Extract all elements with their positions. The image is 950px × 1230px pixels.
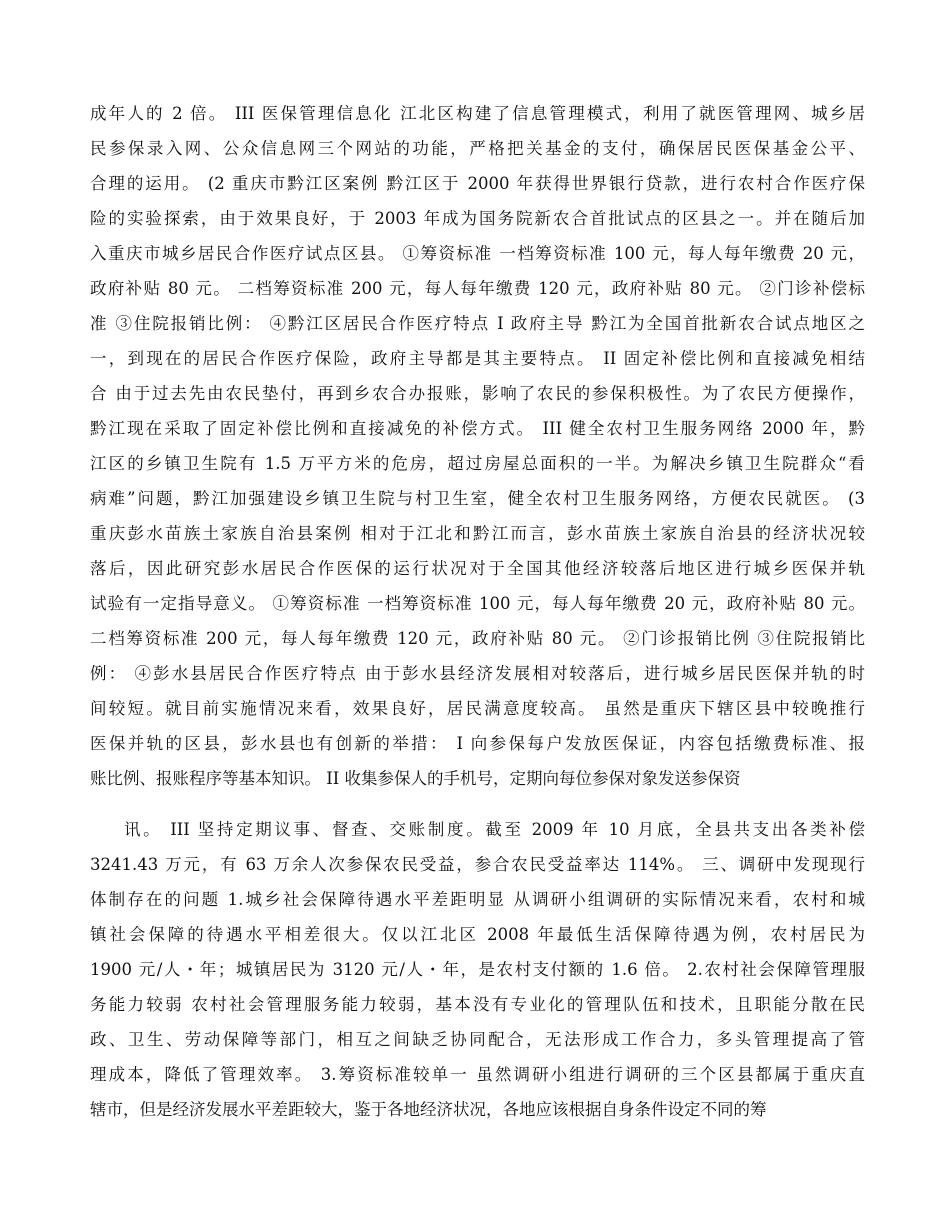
- text-line: 病难”问题，黔江加强建设乡镇卫生院与村卫生室，健全农村卫生服务网络，方便农民就医。 (3: [90, 489, 865, 508]
- text-line: 间较短。就目前实施情况来看，效果良好，居民满意度较高。 虽然是重庆下辖区县中较晚推行: [90, 699, 865, 718]
- text-line: 试验有一定指导意义。 ①筹资标准 一档筹资标准 100 元，每人每年缴费 20 元，政府补贴 80 元。: [90, 594, 865, 613]
- text-line: 镇社会保障的待遇水平相差很大。仅以江北区 2008 年最低生活保障待遇为例，农村居民为: [90, 925, 865, 944]
- text-line: 讯。 III 坚持定期议事、督查、交账制度。截至 2009 年 10 月底，全县共支出各类补偿: [124, 820, 865, 839]
- text-line: 民参保录入网、公众信息网三个网站的功能，严格把关基金的支付，确保居民医保基金公平、: [90, 139, 865, 158]
- text-line: 江区的乡镇卫生院有 1.5 万平方米的危房，超过房屋总面积的一半。为解决乡镇卫生院群众“看: [90, 454, 865, 473]
- text-line: 体制存在的问题 1.城乡社会保障待遇水平差距明显 从调研小组调研的实际情况来看，农村和城: [90, 890, 865, 909]
- text-line: 医保并轨的区县，彭水县也有创新的举措： I 向参保每户发放医保证，内容包括缴费标准、报: [90, 734, 865, 753]
- text-line: 合理的运用。 (2 重庆市黔江区案例 黔江区于 2000 年获得世界银行贷款，进行农村合作医疗保: [90, 174, 865, 193]
- text-line: 一，到现在的居民合作医疗保险，政府主导都是其主要特点。 II 固定补偿比例和直接减免相结: [90, 349, 865, 368]
- text-line: 黔江现在采取了固定补偿比例和直接减免的补偿方式。 III 健全农村卫生服务网络 2000 年，黔: [90, 419, 865, 438]
- text-line: 入重庆市城乡居民合作医疗试点区县。 ①筹资标准 一档筹资标准 100 元，每人每年缴费 20 元，: [90, 244, 865, 263]
- text-line: 落后，因此研究彭水居民合作医保的运行状况对于全国其他经济较落后地区进行城乡医保并轨: [90, 559, 865, 578]
- text-line: 理成本，降低了管理效率。 3.筹资标准较单一 虽然调研小组进行调研的三个区县都属于重庆直: [90, 1065, 865, 1084]
- text-line: 辖市，但是经济发展水平差距较大，鉴于各地经济状况，各地应该根据自身条件设定不同的筹: [90, 1100, 767, 1119]
- text-line: 成年人的 2 倍。 III 医保管理信息化 江北区构建了信息管理模式，利用了就医管理网、城乡居: [90, 104, 865, 123]
- text-line: 重庆彭水苗族土家族自治县案例 相对于江北和黔江而言，彭水苗族土家族自治县的经济状况较: [90, 524, 865, 543]
- text-line: 3241.43 万元，有 63 万余人次参保农民受益，参合农民受益率达 114%。 三、调研中发现现行: [90, 855, 865, 874]
- text-line: 政府补贴 80 元。 二档筹资标准 200 元，每人每年缴费 120 元，政府补贴 80 元。 ②门诊补偿标: [90, 279, 865, 298]
- text-line: 险的实验探索，由于效果良好，于 2003 年成为国务院新农合首批试点的区县之一。并在随后加: [90, 209, 865, 228]
- text-line: 账比例、报账程序等基本知识。 II 收集参保人的手机号，定期向每位参保对象发送参保资: [90, 769, 741, 788]
- text-line: 例： ④彭水县居民合作医疗特点 由于彭水县经济发展相对较落后，进行城乡居民医保并轨的时: [90, 664, 865, 683]
- text-line: 政、卫生、劳动保障等部门，相互之间缺乏协同配合，无法形成工作合力，多头管理提高了管: [90, 1030, 865, 1049]
- text-line: 合 由于过去先由农民垫付，再到乡农合办报账，影响了农民的参保积极性。为了农民方便操作，: [90, 384, 865, 403]
- text-line: 务能力较弱 农村社会管理服务能力较弱，基本没有专业化的管理队伍和技术，且职能分散在民: [90, 995, 865, 1014]
- text-line: 二档筹资标准 200 元，每人每年缴费 120 元，政府补贴 80 元。 ②门诊报销比例 ③住院报销比: [90, 629, 865, 648]
- text-line: 1900 元/人・年；城镇居民为 3120 元/人・年，是农村支付额的 1.6 倍。 2.农村社会保障管理服: [90, 960, 865, 979]
- text-line: 准 ③住院报销比例： ④黔江区居民合作医疗特点 I 政府主导 黔江为全国首批新农合试点地区之: [90, 314, 865, 333]
